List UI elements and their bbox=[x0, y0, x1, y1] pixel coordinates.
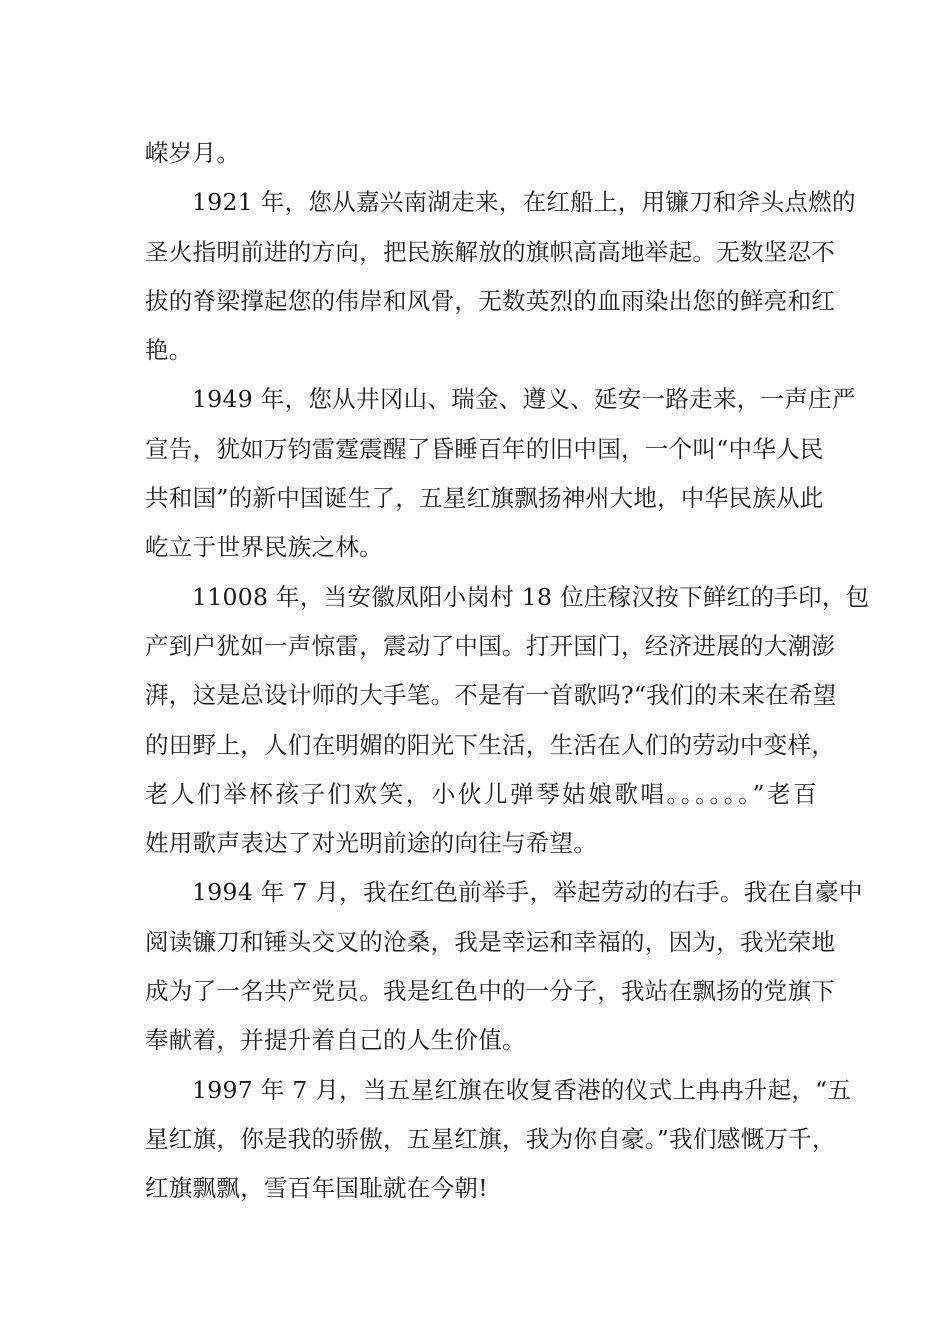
paragraph-line: 拔的脊梁撑起您的伟岸和风骨，无数英烈的血雨染出您的鲜亮和红 bbox=[145, 286, 836, 315]
paragraph-line: 屹立于世界民族之林。 bbox=[145, 533, 383, 562]
paragraph-line: 艳。 bbox=[145, 336, 193, 365]
paragraph-line: 1921 年，您从嘉兴南湖走来，在红船上，用镰刀和斧头点燃的 bbox=[192, 188, 856, 217]
paragraph-line: 奉献着，并提升着自己的人生价值。 bbox=[145, 1026, 526, 1055]
paragraph-line: 红旗飘飘，雪百年国耻就在今朝! bbox=[145, 1174, 488, 1203]
paragraph-line: 老人们举杯孩子们欢笑，小伙儿弹琴姑娘歌唱。。。。。。”老百 bbox=[145, 779, 817, 808]
paragraph-line: 成为了一名共产党员。我是红色中的一分子，我站在飘扬的党旗下 bbox=[145, 977, 836, 1006]
paragraph-line: 圣火指明前进的方向，把民族解放的旗帜高高地举起。无数坚忍不 bbox=[145, 237, 836, 266]
paragraph-line: 宣告，犹如万钧雷霆震醒了昏睡百年的旧中国，一个叫“中华人民 bbox=[145, 434, 824, 463]
paragraph-line: 星红旗，你是我的骄傲，五星红旗，我为你自豪。”我们感慨万千， bbox=[145, 1124, 836, 1153]
paragraph-line: 阅读镰刀和锤头交叉的沧桑，我是幸运和幸福的，因为，我光荣地 bbox=[145, 927, 836, 956]
paragraph-line: 1949 年，您从井冈山、瑞金、遵义、延安一路走来，一声庄严 bbox=[192, 385, 856, 414]
paragraph-line: 共和国”的新中国诞生了，五星红旗飘扬神州大地，中华民族从此 bbox=[145, 484, 824, 513]
paragraph-line: 1997 年 7 月，当五星红旗在收复香港的仪式上冉冉升起，“五 bbox=[192, 1075, 852, 1104]
paragraph-line: 产到户犹如一声惊雷，震动了中国。打开国门，经济进展的大潮澎 bbox=[145, 631, 836, 660]
paragraph-line: 嵘岁月。 bbox=[145, 139, 241, 167]
paragraph-line: 的田野上，人们在明媚的阳光下生活，生活在人们的劳动中变样， bbox=[145, 730, 836, 759]
paragraph-line: 1994 年 7 月，我在红色前举手，举起劳动的右手。我在自豪中 bbox=[192, 878, 863, 907]
paragraph-line: 姓用歌声表达了对光明前途的向往与希望。 bbox=[145, 829, 598, 858]
paragraph-line: 湃，这是总设计师的大手笔。不是有一首歌吗?“我们的未来在希望 bbox=[145, 681, 837, 710]
document-body bbox=[145, 129, 870, 1214]
paragraph-line: 11008 年，当安徽凤阳小岗村 18 位庄稼汉按下鲜红的手印，包 bbox=[192, 582, 870, 611]
